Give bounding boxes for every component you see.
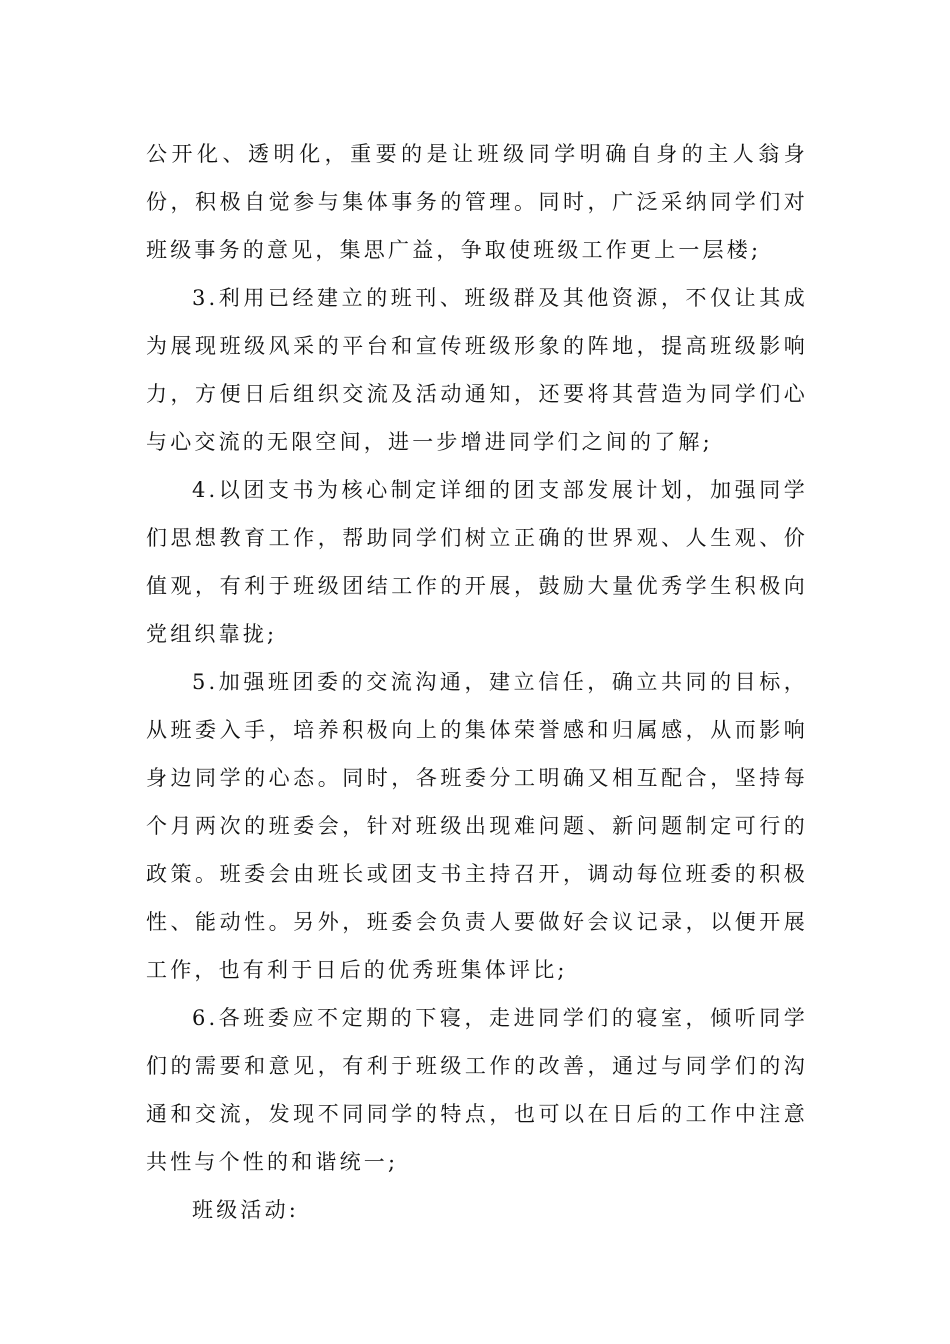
document-body bbox=[146, 130, 808, 1234]
paragraph-item-5: 5.加强班团委的交流沟通，建立信任，确立共同的目标，从班委入手，培养积极向上的集体荣誉感和归属感，从而影响身边同学的心态。同时，各班委分工明确又相互配合，坚持每个月两次的班委会，针对班级出现难问题、新问题制定可行的政策。班委会由班长或团支书主持召开，调动每位班委的积极性、能动性。另外，班委会负责人要做好会议记录，以便开展工作，也有利于日后的优秀班集体评比; bbox=[146, 670, 808, 982]
paragraph-item-6: 6.各班委应不定期的下寝，走进同学们的寝室，倾听同学们的需要和意见，有利于班级工作的改善，通过与同学们的沟通和交流，发现不同同学的特点，也可以在日后的工作中注意共性与个性的和谐统一; bbox=[146, 1006, 808, 1174]
paragraph-item-4: 4.以团支书为核心制定详细的团支部发展计划，加强同学们思想教育工作，帮助同学们树立正确的世界观、人生观、价值观，有利于班级团结工作的开展，鼓励大量优秀学生积极向党组织靠拢; bbox=[146, 478, 808, 646]
paragraph-item-3: 3.利用已经建立的班刊、班级群及其他资源，不仅让其成为展现班级风采的平台和宣传班级形象的阵地，提高班级影响力，方便日后组织交流及活动通知，还要将其营造为同学们心与心交流的无限空间，进一步增进同学们之间的了解; bbox=[146, 286, 808, 454]
paragraph-continuation: 公开化、透明化，重要的是让班级同学明确自身的主人翁身份，积极自觉参与集体事务的管理。同时，广泛采纳同学们对班级事务的意见，集思广益，争取使班级工作更上一层楼; bbox=[146, 142, 808, 262]
section-heading-class-activities: 班级活动: bbox=[192, 1198, 300, 1222]
